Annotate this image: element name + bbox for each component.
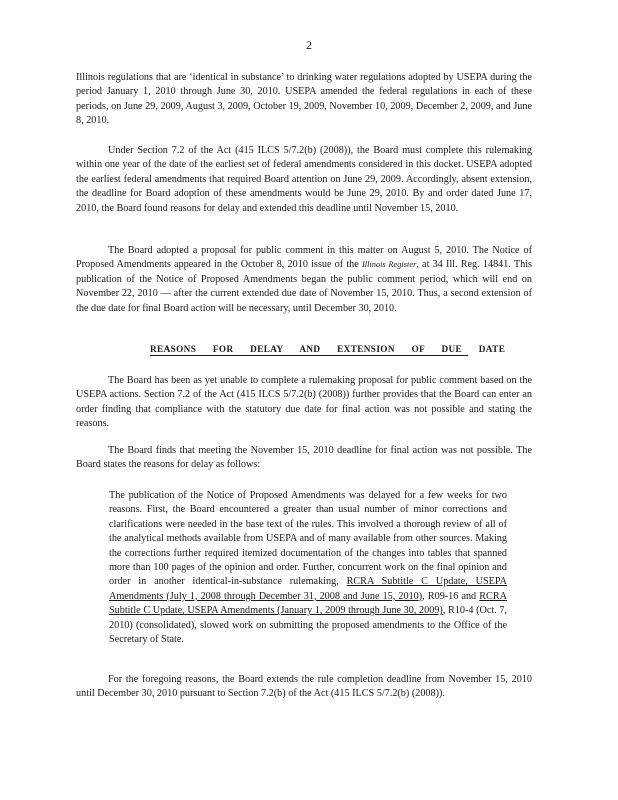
paragraph-proposal-for-comment	[76, 244, 532, 316]
section-heading-reasons-for-delay: REASONS FOR DELAY AND EXTENSION OF DUE DATE	[150, 344, 506, 354]
page-number: 2	[306, 38, 312, 52]
case-citation-r10-4: RCRA Subtitle C Update, USEPA Amendments (January 1, 2009 through June 30, 2009)	[109, 590, 507, 617]
paragraph-unable-to-complete: The Board has been as yet unable to complete a rulemaking proposal for public comment based on the USEPA actions. Section 7.2 of the Act (415 ILCS 5/7.2(b) (2008)) further provides that the Board can enter an order finding that compliance with the statutory due date for final action was not possible and stating the reasons.	[76, 375, 532, 430]
case-citation-r09-16: RCRA Subtitle C Update, USEPA Amendments (July 1, 2008 through December 31, 2008 and June 15, 2010)	[109, 576, 507, 602]
paragraph-identical-in-substance: Illinois regulations that are ‘identical in substance’ to drinking water regulations adopted by USEPA during the period January 1, 2010 through June 30, 2010. USEPA amended the federal regulations in each of these periods, on June 29, 2009, August 3, 2009, October 19, 2009, November 10, 2009, December 2, 2009, and June 8, 2010.	[76, 72, 532, 127]
para3-text-after: , at 34 Ill. Reg. 14841. This publication of the Notice of Proposed Amendments began the public comment period, which will end on November 22, 2010 — after the current extended due date of November 15, 2010. Thus, a second extension of the due date for final Board action will be necessary, until December 30, 2010.	[76, 259, 533, 314]
paragraph-section-7-2-deadline: Under Section 7.2 of the Act (415 ILCS 5/7.2(b) (2008)), the Board must complete this rulemaking within one year of the date of the earliest set of federal amendments considered in this docket. USEPA adopted the earliest federal amendments that required Board attention on June 29, 2009. Accordingly, absent extension, the deadline for Board adoption of these amendments would be June 29, 2010. By and order dated June 17, 2010, the Board found reasons for delay and extended this deadline until November 15, 2010.	[76, 145, 532, 214]
para3-text-before: The Board adopted a proposal for public comment in this matter on August 5, 2010. The Notice of Proposed Amendments appeared in the October 8, 2010 issue of the	[76, 245, 532, 271]
illinois-register-title: Illinois Register	[361, 260, 417, 270]
block-text-1: The publication of the Notice of Proposed Amendments was delayed for a few weeks for two reasons. First, the Board encountered a greater than usual number of minor corrections and clarifications were needed in the base text of the rules. This involved a thorough review of all of the analytical methods available from USEPA and of many available from other sources. Making the corrections further required itemized documentation of the changes into tables that spanned more than 100 pages of the opinion and order. Further, concurrent work on the final opinion and order in another identical-in-substance rulemaking,	[109, 490, 507, 588]
block-quote-reasons	[109, 489, 507, 647]
block-text-2: , R09-16 and	[422, 590, 480, 602]
block-text-3: , R10-4 (Oct. 7, 2010) (consolidated), slowed work on submitting the proposed amendments to the Office of the Secretary of State.	[109, 605, 507, 646]
paragraph-conclusion-extension: For the foregoing reasons, the Board extends the rule completion deadline from November 15, 2010 until December 30, 2010 pursuant to Section 7.2(b) of the Act (415 ILCS 5/7.2(b) (2008)).	[76, 674, 532, 700]
paragraph-board-finds: The Board finds that meeting the November 15, 2010 deadline for final action was not possible. The Board states the reasons for delay as follows:	[76, 445, 532, 471]
